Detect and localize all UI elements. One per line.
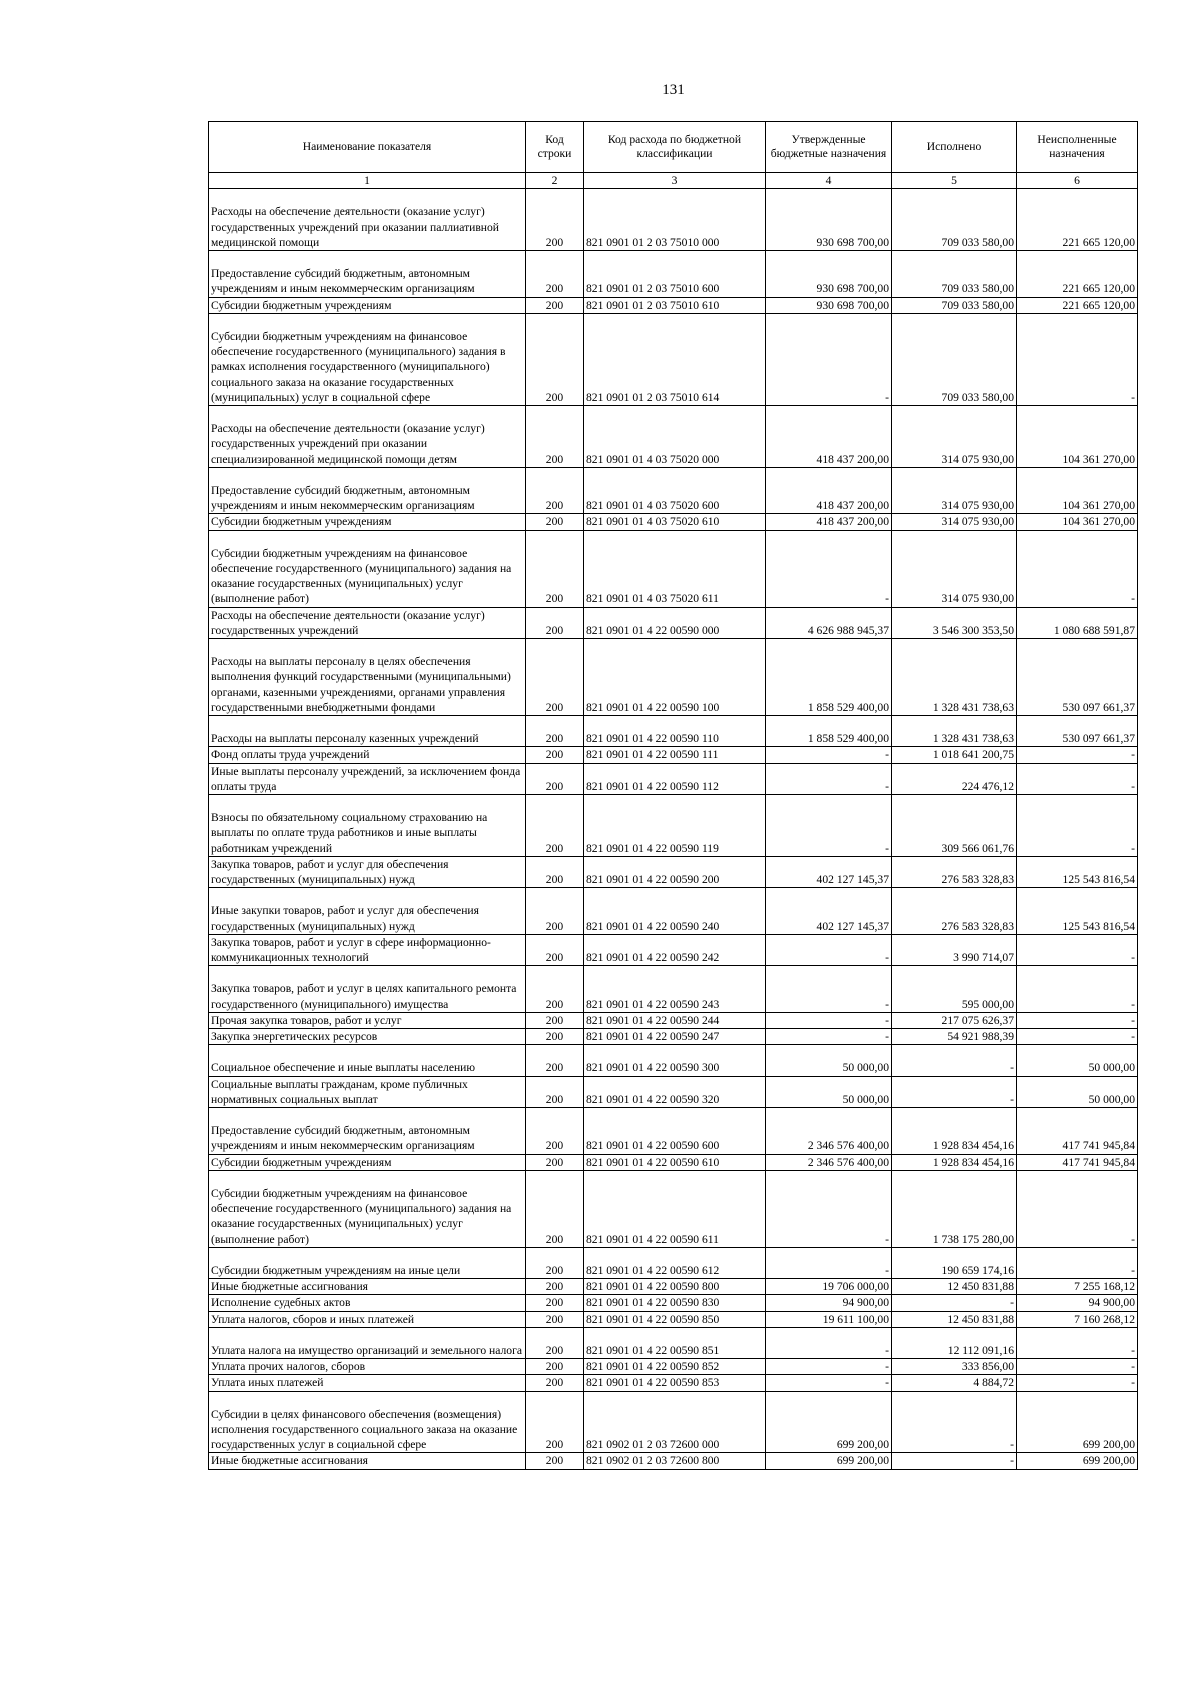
row-executed-amount: 314 075 930,00	[892, 405, 1017, 467]
row-unexecuted-amount: -	[1017, 934, 1138, 965]
table-row	[209, 1012, 1138, 1028]
row-executed-amount: 1 928 834 454,16	[892, 1107, 1017, 1154]
row-name: Социальное обеспечение и иные выплаты населению	[209, 1045, 526, 1076]
table-row	[209, 1295, 1138, 1311]
row-line-code: 200	[526, 1391, 584, 1453]
table-row	[209, 1359, 1138, 1375]
row-classification-code: 821 0901 01 4 22 00590 610	[584, 1154, 766, 1170]
row-line-code: 200	[526, 1045, 584, 1076]
table-row	[209, 966, 1138, 1013]
row-approved-amount: 418 437 200,00	[766, 405, 892, 467]
row-executed-amount: 709 033 580,00	[892, 313, 1017, 405]
budget-execution-table	[208, 121, 1138, 1470]
row-line-code: 200	[526, 405, 584, 467]
row-name: Субсидии бюджетным учреждениям на финансовое обеспечение государственного (муниципального) задания в рамках исполнения государственного (муниципального) социального заказа на оказание государственных (муниципальных) услуг в социальной сфере	[209, 313, 526, 405]
row-classification-code: 821 0901 01 4 22 00590 100	[584, 638, 766, 715]
header-name: Наименование показателя	[209, 122, 526, 173]
row-line-code: 200	[526, 1154, 584, 1170]
row-executed-amount: 276 583 328,83	[892, 888, 1017, 935]
row-line-code: 200	[526, 1028, 584, 1044]
row-line-code: 200	[526, 1107, 584, 1154]
row-classification-code: 821 0901 01 4 22 00590 200	[584, 856, 766, 887]
row-line-code: 200	[526, 607, 584, 638]
table-row	[209, 514, 1138, 530]
table-row	[209, 747, 1138, 763]
row-name: Закупка товаров, работ и услуг в целях капитального ремонта государственного (муниципального) имущества	[209, 966, 526, 1013]
table-row	[209, 467, 1138, 514]
row-name: Предоставление субсидий бюджетным, автономным учреждениям и иным некоммерческим организациям	[209, 251, 526, 298]
header-line-code: Код строки	[526, 122, 584, 173]
row-name: Закупка товаров, работ и услуг для обеспечения государственных (муниципальных) нужд	[209, 856, 526, 887]
row-classification-code: 821 0901 01 4 22 00590 247	[584, 1028, 766, 1044]
row-line-code: 200	[526, 1247, 584, 1278]
row-executed-amount: 190 659 174,16	[892, 1247, 1017, 1278]
row-name: Расходы на выплаты персоналу в целях обеспечения выполнения функций государственными (муниципальными) органами, казенными учреждениями, органами управления государственными внебюджетными фондами	[209, 638, 526, 715]
row-line-code: 200	[526, 888, 584, 935]
row-line-code: 200	[526, 856, 584, 887]
row-name: Взносы по обязательному социальному страхованию на выплаты по оплате труда работников и иные выплаты работникам учреждений	[209, 794, 526, 856]
header-row	[209, 122, 1138, 173]
row-approved-amount: -	[766, 1375, 892, 1391]
table-row	[209, 189, 1138, 251]
row-classification-code: 821 0902 01 2 03 72600 800	[584, 1453, 766, 1469]
row-name: Расходы на обеспечение деятельности (оказание услуг) государственных учреждений	[209, 607, 526, 638]
row-executed-amount: 314 075 930,00	[892, 530, 1017, 607]
row-classification-code: 821 0901 01 4 22 00590 242	[584, 934, 766, 965]
row-executed-amount: -	[892, 1391, 1017, 1453]
table-row	[209, 715, 1138, 746]
row-name: Уплата налога на имущество организаций и земельного налога	[209, 1327, 526, 1358]
table-row	[209, 763, 1138, 794]
header-approved: Утвержденные бюджетные назначения	[766, 122, 892, 173]
table-row	[209, 251, 1138, 298]
row-approved-amount: 2 346 576 400,00	[766, 1107, 892, 1154]
row-name: Фонд оплаты труда учреждений	[209, 747, 526, 763]
table-row	[209, 530, 1138, 607]
row-line-code: 200	[526, 1453, 584, 1469]
row-line-code: 200	[526, 1012, 584, 1028]
row-classification-code: 821 0901 01 2 03 75010 614	[584, 313, 766, 405]
row-line-code: 200	[526, 313, 584, 405]
column-number: 4	[766, 173, 892, 189]
row-name: Субсидии бюджетным учреждениям на иные цели	[209, 1247, 526, 1278]
row-classification-code: 821 0901 01 4 22 00590 119	[584, 794, 766, 856]
row-unexecuted-amount: 125 543 816,54	[1017, 888, 1138, 935]
row-classification-code: 821 0901 01 4 22 00590 111	[584, 747, 766, 763]
row-executed-amount: 1 018 641 200,75	[892, 747, 1017, 763]
row-unexecuted-amount: 104 361 270,00	[1017, 514, 1138, 530]
row-approved-amount: -	[766, 1028, 892, 1044]
row-approved-amount: 418 437 200,00	[766, 514, 892, 530]
row-unexecuted-amount: 221 665 120,00	[1017, 297, 1138, 313]
row-classification-code: 821 0901 01 4 22 00590 110	[584, 715, 766, 746]
row-name: Субсидии бюджетным учреждениям	[209, 297, 526, 313]
table-row	[209, 1076, 1138, 1107]
row-unexecuted-amount: -	[1017, 1170, 1138, 1247]
row-name: Субсидии бюджетным учреждениям на финансовое обеспечение государственного (муниципального) задания на оказание государственных (муниципальных) услуг (выполнение работ)	[209, 530, 526, 607]
row-executed-amount: 3 546 300 353,50	[892, 607, 1017, 638]
row-classification-code: 821 0901 01 4 22 00590 830	[584, 1295, 766, 1311]
row-unexecuted-amount: 530 097 661,37	[1017, 715, 1138, 746]
row-unexecuted-amount: 699 200,00	[1017, 1453, 1138, 1469]
row-name: Иные бюджетные ассигнования	[209, 1279, 526, 1295]
table-row	[209, 856, 1138, 887]
row-approved-amount: 402 127 145,37	[766, 888, 892, 935]
row-line-code: 200	[526, 934, 584, 965]
row-classification-code: 821 0901 01 4 03 75020 000	[584, 405, 766, 467]
row-classification-code: 821 0901 01 4 22 00590 320	[584, 1076, 766, 1107]
table-row	[209, 607, 1138, 638]
column-number: 2	[526, 173, 584, 189]
row-executed-amount: 4 884,72	[892, 1375, 1017, 1391]
column-number: 6	[1017, 173, 1138, 189]
header-executed: Исполнено	[892, 122, 1017, 173]
row-approved-amount: -	[766, 763, 892, 794]
table-row	[209, 1327, 1138, 1358]
row-line-code: 200	[526, 1327, 584, 1358]
row-name: Прочая закупка товаров, работ и услуг	[209, 1012, 526, 1028]
row-executed-amount: 1 738 175 280,00	[892, 1170, 1017, 1247]
row-executed-amount: 12 450 831,88	[892, 1311, 1017, 1327]
row-unexecuted-amount: -	[1017, 313, 1138, 405]
row-name: Закупка энергетических ресурсов	[209, 1028, 526, 1044]
row-executed-amount: 3 990 714,07	[892, 934, 1017, 965]
row-approved-amount: 418 437 200,00	[766, 467, 892, 514]
row-line-code: 200	[526, 189, 584, 251]
row-line-code: 200	[526, 638, 584, 715]
row-unexecuted-amount: 1 080 688 591,87	[1017, 607, 1138, 638]
row-name: Иные выплаты персоналу учреждений, за исключением фонда оплаты труда	[209, 763, 526, 794]
row-unexecuted-amount: 104 361 270,00	[1017, 405, 1138, 467]
row-executed-amount: 217 075 626,37	[892, 1012, 1017, 1028]
row-name: Субсидии бюджетным учреждениям	[209, 1154, 526, 1170]
row-line-code: 200	[526, 1279, 584, 1295]
row-approved-amount: 19 706 000,00	[766, 1279, 892, 1295]
row-line-code: 200	[526, 715, 584, 746]
row-executed-amount: 1 328 431 738,63	[892, 638, 1017, 715]
row-approved-amount: 1 858 529 400,00	[766, 638, 892, 715]
row-approved-amount: 930 698 700,00	[766, 251, 892, 298]
row-executed-amount: 595 000,00	[892, 966, 1017, 1013]
column-number: 1	[209, 173, 526, 189]
row-unexecuted-amount: 94 900,00	[1017, 1295, 1138, 1311]
row-name: Уплата прочих налогов, сборов	[209, 1359, 526, 1375]
row-unexecuted-amount: 221 665 120,00	[1017, 189, 1138, 251]
row-approved-amount: 2 346 576 400,00	[766, 1154, 892, 1170]
row-unexecuted-amount: 50 000,00	[1017, 1076, 1138, 1107]
row-classification-code: 821 0901 01 4 22 00590 612	[584, 1247, 766, 1278]
row-name: Социальные выплаты гражданам, кроме публичных нормативных социальных выплат	[209, 1076, 526, 1107]
row-executed-amount: -	[892, 1076, 1017, 1107]
row-line-code: 200	[526, 467, 584, 514]
row-executed-amount: 709 033 580,00	[892, 251, 1017, 298]
row-executed-amount: 709 033 580,00	[892, 189, 1017, 251]
row-unexecuted-amount: -	[1017, 1375, 1138, 1391]
row-unexecuted-amount: 7 255 168,12	[1017, 1279, 1138, 1295]
row-name: Субсидии бюджетным учреждениям	[209, 514, 526, 530]
row-executed-amount: -	[892, 1453, 1017, 1469]
row-name: Субсидии в целях финансового обеспечения (возмещения) исполнения государственного социального заказа на оказание государственных услуг в социальной сфере	[209, 1391, 526, 1453]
row-approved-amount: 699 200,00	[766, 1391, 892, 1453]
row-approved-amount: -	[766, 966, 892, 1013]
row-unexecuted-amount: -	[1017, 966, 1138, 1013]
row-name: Расходы на обеспечение деятельности (оказание услуг) государственных учреждений при оказании специализированной медицинской помощи детям	[209, 405, 526, 467]
row-classification-code: 821 0901 01 4 22 00590 600	[584, 1107, 766, 1154]
row-approved-amount: -	[766, 1170, 892, 1247]
row-unexecuted-amount: 104 361 270,00	[1017, 467, 1138, 514]
row-line-code: 200	[526, 747, 584, 763]
row-name: Расходы на выплаты персоналу казенных учреждений	[209, 715, 526, 746]
table-row	[209, 1247, 1138, 1278]
table-body	[209, 189, 1138, 1469]
row-approved-amount: 699 200,00	[766, 1453, 892, 1469]
row-approved-amount: 930 698 700,00	[766, 297, 892, 313]
row-unexecuted-amount: 221 665 120,00	[1017, 251, 1138, 298]
row-line-code: 200	[526, 1375, 584, 1391]
row-classification-code: 821 0901 01 4 22 00590 300	[584, 1045, 766, 1076]
row-approved-amount: -	[766, 1247, 892, 1278]
row-classification-code: 821 0901 01 2 03 75010 610	[584, 297, 766, 313]
row-approved-amount: -	[766, 747, 892, 763]
row-line-code: 200	[526, 966, 584, 1013]
row-unexecuted-amount: 7 160 268,12	[1017, 1311, 1138, 1327]
row-classification-code: 821 0901 01 4 22 00590 851	[584, 1327, 766, 1358]
row-line-code: 200	[526, 794, 584, 856]
row-line-code: 200	[526, 297, 584, 313]
row-name: Предоставление субсидий бюджетным, автономным учреждениям и иным некоммерческим организациям	[209, 467, 526, 514]
row-unexecuted-amount: 699 200,00	[1017, 1391, 1138, 1453]
row-unexecuted-amount: -	[1017, 1028, 1138, 1044]
row-approved-amount: 1 858 529 400,00	[766, 715, 892, 746]
page-number: 131	[662, 82, 685, 98]
row-line-code: 200	[526, 1170, 584, 1247]
table-row	[209, 638, 1138, 715]
row-executed-amount: -	[892, 1295, 1017, 1311]
row-approved-amount: 19 611 100,00	[766, 1311, 892, 1327]
row-executed-amount: 54 921 988,39	[892, 1028, 1017, 1044]
header-classification-code: Код расхода по бюджетной классификации	[584, 122, 766, 173]
row-unexecuted-amount: -	[1017, 747, 1138, 763]
row-name: Расходы на обеспечение деятельности (оказание услуг) государственных учреждений при оказании паллиативной медицинской помощи	[209, 189, 526, 251]
row-name: Уплата иных платежей	[209, 1375, 526, 1391]
row-approved-amount: -	[766, 1012, 892, 1028]
row-unexecuted-amount: 50 000,00	[1017, 1045, 1138, 1076]
row-line-code: 200	[526, 1359, 584, 1375]
table-row	[209, 313, 1138, 405]
table-row	[209, 1170, 1138, 1247]
row-approved-amount: 50 000,00	[766, 1045, 892, 1076]
row-approved-amount: -	[766, 1327, 892, 1358]
header-unexecuted: Неисполненные назначения	[1017, 122, 1138, 173]
row-classification-code: 821 0902 01 2 03 72600 000	[584, 1391, 766, 1453]
row-line-code: 200	[526, 251, 584, 298]
row-classification-code: 821 0901 01 4 22 00590 112	[584, 763, 766, 794]
column-number-row	[209, 173, 1138, 189]
row-classification-code: 821 0901 01 2 03 75010 600	[584, 251, 766, 298]
row-unexecuted-amount: -	[1017, 530, 1138, 607]
row-approved-amount: -	[766, 934, 892, 965]
row-classification-code: 821 0901 01 4 22 00590 244	[584, 1012, 766, 1028]
row-executed-amount: 12 450 831,88	[892, 1279, 1017, 1295]
row-classification-code: 821 0901 01 4 03 75020 611	[584, 530, 766, 607]
table-row	[209, 1391, 1138, 1453]
row-name: Иные бюджетные ассигнования	[209, 1453, 526, 1469]
row-executed-amount: 709 033 580,00	[892, 297, 1017, 313]
row-approved-amount: 402 127 145,37	[766, 856, 892, 887]
row-name: Субсидии бюджетным учреждениям на финансовое обеспечение государственного (муниципального) задания на оказание государственных (муниципальных) услуг (выполнение работ)	[209, 1170, 526, 1247]
row-approved-amount: 94 900,00	[766, 1295, 892, 1311]
row-classification-code: 821 0901 01 4 22 00590 243	[584, 966, 766, 1013]
table-row	[209, 1045, 1138, 1076]
row-name: Закупка товаров, работ и услуг в сфере информационно-коммуникационных технологий	[209, 934, 526, 965]
row-classification-code: 821 0901 01 4 22 00590 240	[584, 888, 766, 935]
row-unexecuted-amount: -	[1017, 1247, 1138, 1278]
row-executed-amount: 314 075 930,00	[892, 467, 1017, 514]
row-classification-code: 821 0901 01 4 22 00590 800	[584, 1279, 766, 1295]
row-unexecuted-amount: 125 543 816,54	[1017, 856, 1138, 887]
row-classification-code: 821 0901 01 4 22 00590 850	[584, 1311, 766, 1327]
table-row	[209, 1311, 1138, 1327]
row-executed-amount: 276 583 328,83	[892, 856, 1017, 887]
row-unexecuted-amount: -	[1017, 794, 1138, 856]
row-line-code: 200	[526, 763, 584, 794]
row-executed-amount: -	[892, 1045, 1017, 1076]
row-classification-code: 821 0901 01 4 03 75020 610	[584, 514, 766, 530]
table-row	[209, 405, 1138, 467]
row-classification-code: 821 0901 01 4 22 00590 852	[584, 1359, 766, 1375]
row-approved-amount: -	[766, 313, 892, 405]
table-row	[209, 297, 1138, 313]
row-line-code: 200	[526, 1311, 584, 1327]
table-row	[209, 1154, 1138, 1170]
row-executed-amount: 1 928 834 454,16	[892, 1154, 1017, 1170]
column-number: 5	[892, 173, 1017, 189]
row-executed-amount: 314 075 930,00	[892, 514, 1017, 530]
row-approved-amount: 4 626 988 945,37	[766, 607, 892, 638]
row-executed-amount: 12 112 091,16	[892, 1327, 1017, 1358]
row-classification-code: 821 0901 01 2 03 75010 000	[584, 189, 766, 251]
row-classification-code: 821 0901 01 4 03 75020 600	[584, 467, 766, 514]
table-row	[209, 1107, 1138, 1154]
table-row	[209, 1279, 1138, 1295]
row-name: Исполнение судебных актов	[209, 1295, 526, 1311]
row-line-code: 200	[526, 1295, 584, 1311]
row-unexecuted-amount: -	[1017, 1327, 1138, 1358]
table-row	[209, 888, 1138, 935]
row-approved-amount: -	[766, 1359, 892, 1375]
row-executed-amount: 333 856,00	[892, 1359, 1017, 1375]
table-row	[209, 934, 1138, 965]
row-line-code: 200	[526, 514, 584, 530]
row-approved-amount: 50 000,00	[766, 1076, 892, 1107]
row-unexecuted-amount: 417 741 945,84	[1017, 1154, 1138, 1170]
row-unexecuted-amount: -	[1017, 763, 1138, 794]
table-row	[209, 794, 1138, 856]
row-unexecuted-amount: 417 741 945,84	[1017, 1107, 1138, 1154]
table-row	[209, 1028, 1138, 1044]
row-executed-amount: 224 476,12	[892, 763, 1017, 794]
table-row	[209, 1453, 1138, 1469]
row-line-code: 200	[526, 1076, 584, 1107]
row-classification-code: 821 0901 01 4 22 00590 853	[584, 1375, 766, 1391]
row-classification-code: 821 0901 01 4 22 00590 611	[584, 1170, 766, 1247]
row-approved-amount: -	[766, 530, 892, 607]
row-unexecuted-amount: -	[1017, 1359, 1138, 1375]
column-number: 3	[584, 173, 766, 189]
row-name: Иные закупки товаров, работ и услуг для обеспечения государственных (муниципальных) нужд	[209, 888, 526, 935]
row-line-code: 200	[526, 530, 584, 607]
row-classification-code: 821 0901 01 4 22 00590 000	[584, 607, 766, 638]
row-name: Уплата налогов, сборов и иных платежей	[209, 1311, 526, 1327]
table-row	[209, 1375, 1138, 1391]
row-name: Предоставление субсидий бюджетным, автономным учреждениям и иным некоммерческим организациям	[209, 1107, 526, 1154]
row-approved-amount: -	[766, 794, 892, 856]
row-approved-amount: 930 698 700,00	[766, 189, 892, 251]
row-executed-amount: 1 328 431 738,63	[892, 715, 1017, 746]
row-executed-amount: 309 566 061,76	[892, 794, 1017, 856]
row-unexecuted-amount: 530 097 661,37	[1017, 638, 1138, 715]
row-unexecuted-amount: -	[1017, 1012, 1138, 1028]
